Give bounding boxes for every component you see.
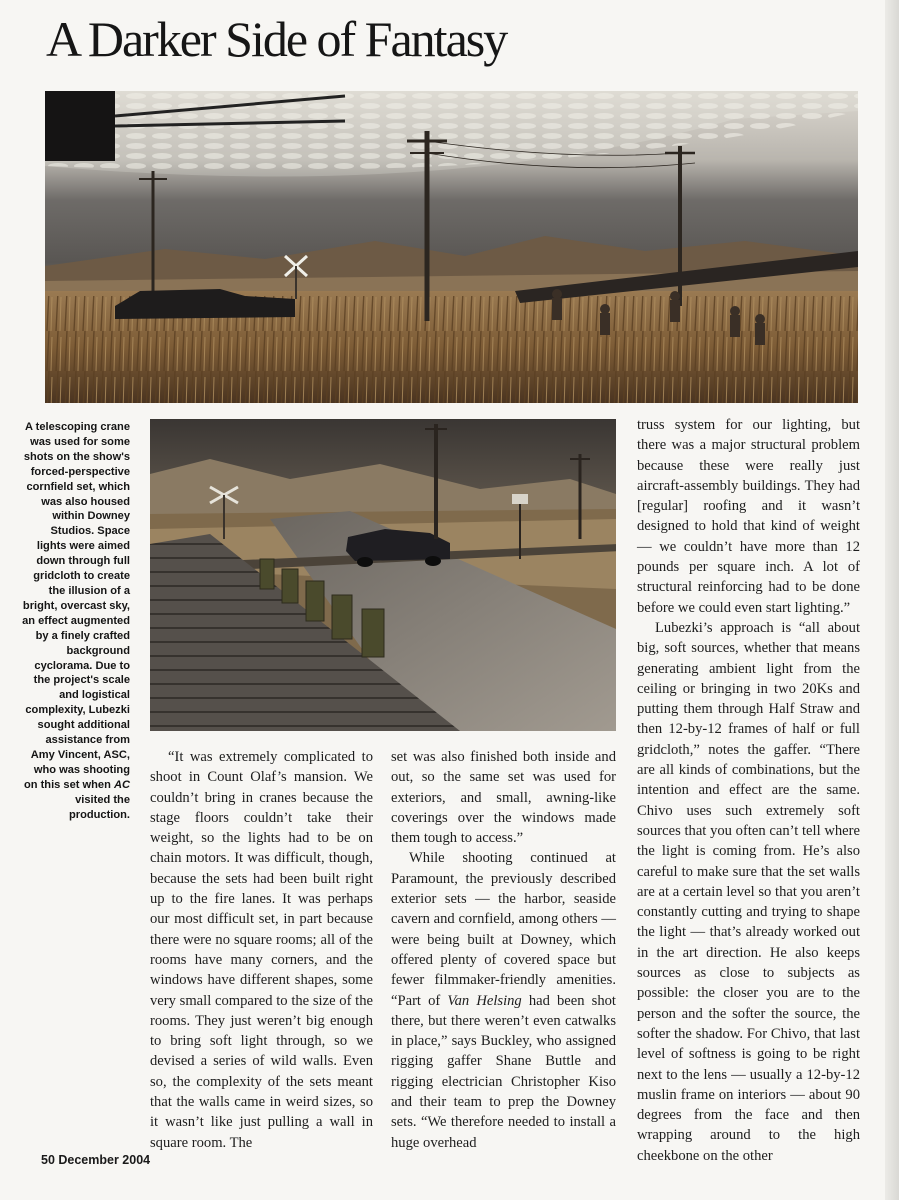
body-column-1: “It was extremely complicated to shoot in Count Olaf’s mansion. We couldn’t bring in cranes because the stage floors couldn’t take their weight, so the lights had to be on chain motors. It was difficult, though, because the sets had been built right up to the fire lanes. It was perhaps our most difficult set, in part because there were no square rooms; all of the rooms have many corners, and the windows have different shapes, some very small compared to the size of the rooms. They just weren’t big enough to bring soft light through, so we devised a series of wild walls. Even so, the complexity of the sets meant that the walls came in weird sizes, so it wasn’t like just pulling a wall in square room. The	[150, 749, 373, 1151]
film-title: Van Helsing	[447, 992, 522, 1009]
body-column-2	[391, 747, 616, 1153]
caption-text: A telescoping crane was used for some shots on the show's forced-perspective cornfield set, which was also housed within Downey Studios. Space lights were aimed down through full gridcloth to create the illusion of a bright, overcast sky, an effect augmented by a finely crafted background cyclorama. Due to the project's scale and logistical complexity, Lubezki sought additional assistance from Amy Vincent, ASC, who was shooting on this set when	[22, 421, 130, 791]
column-2-text-a: While shooting continued at Paramount, the previously described exterior sets — the harbor, seaside cavern and cornfield, among others — were being built at Downey, which offered plenty of covered space but fewer filmmaker-friendly amenities. “Part of	[391, 850, 616, 1009]
column-2-text-b: had been shot there, but there weren’t even catwalks in place,” says Buckley, who assigned rigging gaffer Shane Buttle and rigging electrician Christopher Kiso and their team to prep the Downey sets. “We therefore needed to install a huge overhead	[391, 992, 616, 1151]
caption-ac: AC	[113, 778, 130, 791]
column-3-paragraph-1: truss system for our lighting, but there was a major structural problem because these were really just aircraft-assembly buildings. They had [regular] roofing and it wasn’t designed to hold that kind of weight — we couldn’t have more than 12 pounds per square inch. A lot of structural reinforcing had to be done before we could even start lighting.”	[637, 417, 860, 616]
column-2-paragraph-1: set was also finished both inside and out, so the same set was used for exteriors, and small, awning-like coverings over the windows made them tough to access.”	[391, 749, 616, 847]
forced-perspective-road-photo	[150, 419, 616, 731]
body-column-3	[637, 415, 860, 1166]
article-title: A Darker Side of Fantasy	[46, 11, 507, 67]
cornfield-set-photo	[45, 91, 858, 403]
photo-caption	[22, 420, 130, 822]
caption-tail: visited the production.	[68, 793, 130, 821]
forced-perspective-road-image	[150, 419, 616, 731]
column-3-paragraph-2: Lubezki’s approach is “all about big, soft sources, whether that means generating ambient light from the ceiling or bringing in two 20Ks and putting them through Half Straw and then 12-by-12 frames of half or full gridcloth,” notes the gaffer. “There are all kinds of combinations, but the intention and effect are the same. Chivo uses such extremely soft sources that you often can’t tell where the light is coming from. He’s also careful to make sure that the set walls are at a certain level so that you aren’t constantly cutting and trying to shape the light — that’s already worked out in the art direction. He also keeps sources as close to subjects as possible: the closer you are to the person and the softer the source, the softer the shadow. For Chivo, that last level of softness is going to be right next to the lens — usually a 12-by-12 muslin frame on interiors — about 90 degrees from the face and then wrapping around to the high cheekbone on the other	[637, 619, 860, 1164]
cornfield-set-image	[45, 91, 858, 403]
column-2-paragraph-2	[391, 848, 616, 1152]
page-edge	[885, 0, 899, 1200]
page-folio: 50 December 2004	[41, 1153, 151, 1167]
